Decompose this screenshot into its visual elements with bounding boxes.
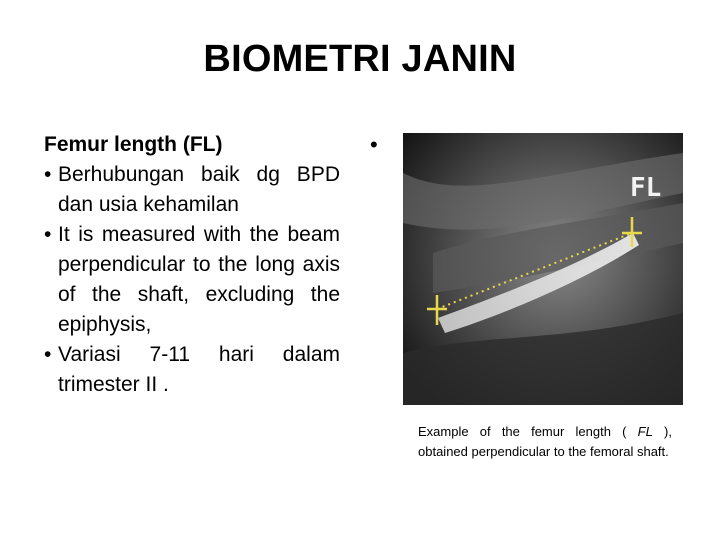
fl-label: FL (630, 173, 662, 203)
bullet-item (44, 160, 340, 220)
bullet-item (44, 340, 340, 400)
bullet-text: Berhubungan baik dg BPD dan usia kehamilan (58, 163, 340, 216)
slide-title: BIOMETRI JANIN (203, 38, 517, 80)
caption-text: Example of the femur length ( (418, 424, 638, 439)
caption-fl-em: FL (637, 424, 653, 439)
bullet-text: Variasi 7-11 hari dalam trimester II . (58, 343, 340, 396)
bullet-dot-icon: • (44, 163, 52, 186)
left-column (44, 130, 340, 400)
bullet-list (44, 160, 340, 400)
bullet-dot-icon: • (44, 343, 52, 366)
section-heading: Femur length (FL) (44, 133, 223, 156)
caption-text: ), obtained perpendicular to the femoral shaft. (418, 424, 672, 459)
bullet-text: It is measured with the beam perpendicular to the long axis of the shaft, excluding the epiphysis, (58, 223, 340, 336)
bullet-item (44, 220, 340, 340)
bullet-dot-icon: • (44, 223, 52, 246)
image-caption (418, 422, 672, 462)
right-bullet-dot-icon: • (370, 132, 378, 157)
